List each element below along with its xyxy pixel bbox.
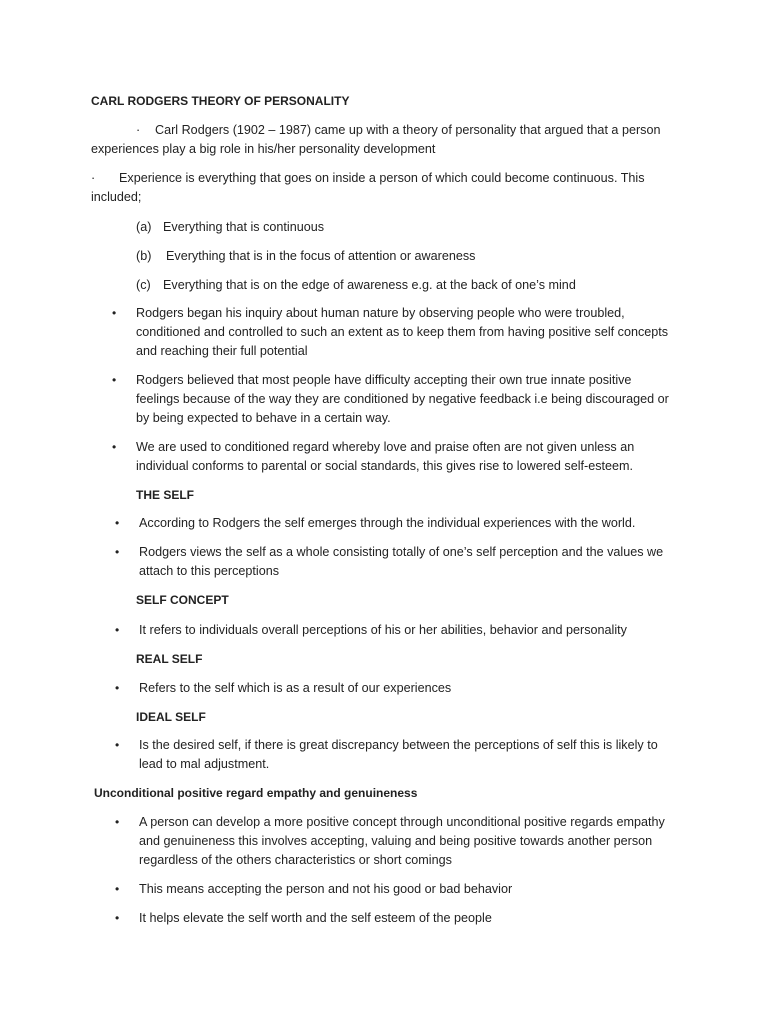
bullet-icon: • [115,623,120,637]
list-item-line: individual conforms to parental or social standards, this gives rise to lowered self-esteem. [136,459,633,473]
list-item-line: lead to mal adjustment. [139,757,270,771]
section-heading-upr: Unconditional positive regard empathy and genuineness [94,786,418,800]
lettered-label-b: (b) [136,249,152,263]
list-item-line: It helps elevate the self worth and the self esteem of the people [139,911,492,925]
document-title: CARL RODGERS THEORY OF PERSONALITY [91,94,350,108]
bullet-icon: • [115,911,120,925]
list-item-line: Is the desired self, if there is great discrepancy between the perceptions of self this is likely to [139,738,658,752]
lettered-label-a: (a) [136,220,152,234]
list-item-line: Rodgers views the self as a whole consisting totally of one’s self perception and the values we [139,545,664,559]
bullet-icon: • [115,882,120,896]
section-heading-real-self: REAL SELF [136,652,203,666]
section-heading-ideal-self: IDEAL SELF [136,710,206,724]
list-item-line: conditioned and controlled to such an extent as to keep them from having positive self concepts [136,325,669,339]
list-item-line: feelings because of the way they are conditioned by negative feedback i.e being discouraged or [136,392,669,406]
section-heading-the-self: THE SELF [136,488,195,502]
intro-marker-1: · [136,123,141,137]
bullet-icon: • [112,373,117,387]
lettered-label-c: (c) [136,278,151,292]
bullet-icon: • [115,815,120,829]
bullet-icon: • [115,681,120,695]
list-item-line: regardless of the others characteristics or short comings [139,853,452,867]
intro-marker-2: · [91,171,96,185]
list-item-line: We are used to conditioned regard whereby love and praise often are not given unless an [136,440,635,454]
list-item-line: It refers to individuals overall perceptions of his or her abilities, behavior and personality [139,623,627,637]
list-item-line: by being expected to behave in a certain way. [136,411,391,425]
intro-p1-line2: experiences play a big role in his/her personality development [91,142,436,156]
lettered-text-a: Everything that is continuous [163,220,325,234]
list-item-line: and genuineness this involves accepting, valuing and being positive towards another person [139,834,653,848]
intro-p2-line2: included; [91,190,142,204]
bullet-icon: • [112,306,117,320]
bullet-icon: • [115,738,120,752]
section-heading-self-concept: SELF CONCEPT [136,593,229,607]
list-item-line: Refers to the self which is as a result of our experiences [139,681,452,695]
lettered-text-c: Everything that is on the edge of awareness e.g. at the back of one’s mind [163,278,576,292]
bullet-icon: • [115,545,120,559]
list-item-line: Rodgers believed that most people have difficulty accepting their own true innate positive [136,373,632,387]
list-item-line: A person can develop a more positive concept through unconditional positive regards empathy [139,815,665,829]
bullet-icon: • [115,516,120,530]
lettered-text-b: Everything that is in the focus of attention or awareness [166,249,476,263]
bullet-icon: • [112,440,117,454]
list-item-line: Rodgers began his inquiry about human nature by observing people who were troubled, [136,306,625,320]
list-item-line: According to Rodgers the self emerges through the individual experiences with the world. [139,516,636,530]
list-item-line: attach to this perceptions [139,564,280,578]
intro-p1-line1: Carl Rodgers (1902 – 1987) came up with a theory of personality that argued that a person [155,123,661,137]
intro-p2-line1: Experience is everything that goes on inside a person of which could become continuous. This [119,171,645,185]
list-item-line: and reaching their full potential [136,344,308,358]
list-item-line: This means accepting the person and not his good or bad behavior [139,882,513,896]
